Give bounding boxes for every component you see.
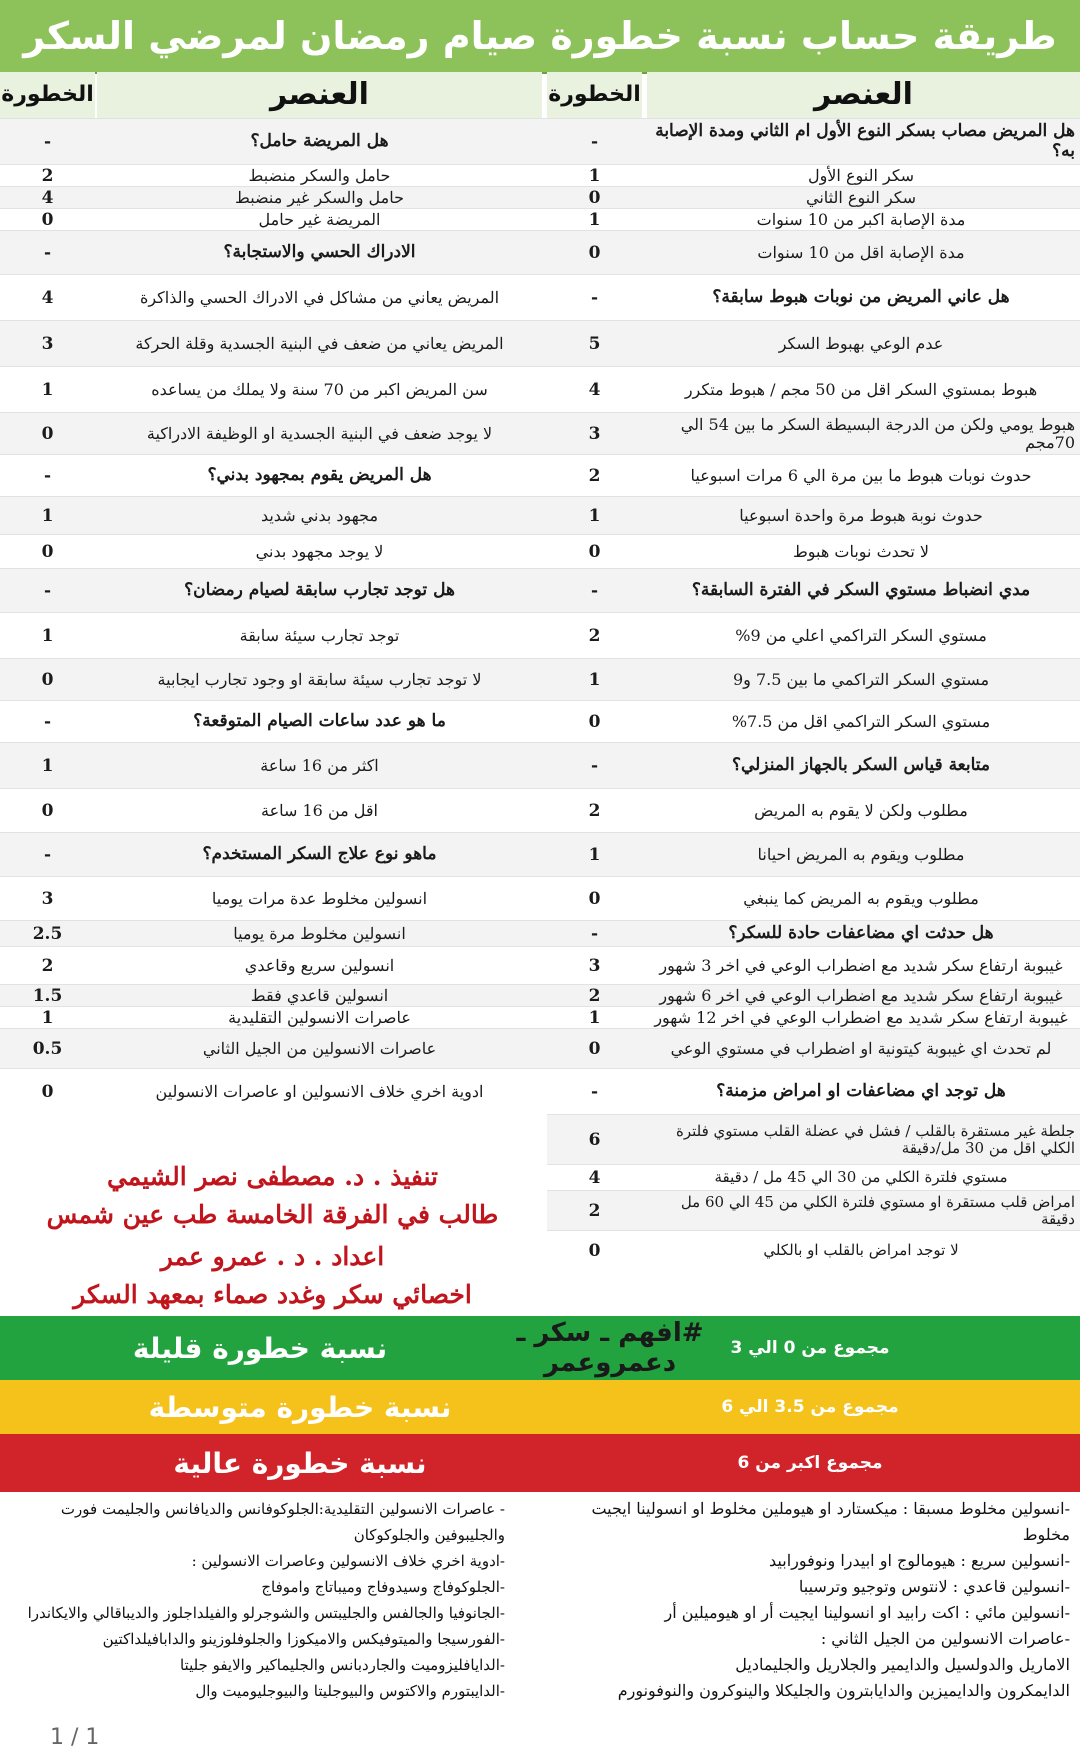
header-risk-right: الخطورة (547, 72, 642, 118)
risk-value-right (547, 659, 642, 701)
element-right (647, 413, 1075, 455)
element-left-text: انسولين مخلوط عدة مرات يوميا (211, 888, 428, 908)
element-right (647, 985, 1075, 1007)
risk-value-left-text: 0 (41, 542, 54, 562)
risk-value-left-text: 3 (41, 889, 54, 909)
table-row (0, 788, 1080, 833)
risk-value-right (547, 1191, 642, 1231)
risk-value-left (0, 497, 95, 535)
element-left-text: لا يوجد مجهود بدني (255, 541, 384, 561)
risk-value-left (0, 165, 95, 187)
element-right-text: مدة الإصابة اكبر من 10 سنوات (756, 209, 966, 229)
risk-value-right-text: 0 (588, 1241, 601, 1261)
risk-value-left-text: 1 (41, 626, 54, 646)
element-right (647, 209, 1075, 231)
element-left (97, 789, 542, 833)
note-line: -ادوية اخري خلاف الانسولين وعاصرات الانسولين : (191, 1552, 505, 1570)
element-right (647, 187, 1075, 209)
element-right-text: هبوط يومي ولكن من الدرجة البسيطة السكر ما بين 54 الي 70مجم (680, 414, 1075, 452)
element-left-text: عاصرات الانسولين من الجيل الثاني (202, 1038, 437, 1058)
element-right (647, 455, 1075, 497)
element-left (97, 613, 542, 659)
header-element-right: العنصر (647, 72, 1080, 118)
risk-value-left-text: 0 (41, 210, 54, 230)
page-title: طريقة حساب نسبة خطورة صيام رمضان لمرضي السكر (0, 0, 1080, 74)
risk-value-right-text: 0 (588, 1039, 601, 1059)
table-row (0, 742, 1080, 789)
risk-value-right (547, 367, 642, 413)
element-left-text: المريض يعاني من مشاكل في الادراك الحسي والذاكرة (139, 287, 500, 307)
risk-value-left-text: 3 (41, 334, 54, 354)
element-left (97, 413, 542, 455)
element-left-text: انسولين مخلوط مرة يوميا (233, 923, 406, 943)
risk-value-left-text: 1 (41, 380, 54, 400)
note-line: -الجلوكوفاج وسيدوفاج وميباتاج واموفاج (261, 1578, 505, 1596)
element-right-text: لم تحدث اي غيبوبة كيتونية او اضطراب في مستوي الوعي (670, 1038, 1052, 1058)
element-left-text: مجهود بدني شديد (260, 505, 379, 525)
element-left-text: هل توجد تجارب سابقة لصيام رمضان؟ (184, 580, 455, 601)
note-line: والجليبوفين والجلوكوكان (353, 1526, 505, 1544)
risk-value-left (0, 187, 95, 209)
table-row (0, 208, 1080, 231)
element-right (647, 921, 1075, 947)
risk-value-right (547, 833, 642, 877)
element-left (97, 921, 542, 947)
risk-value-right-text: 4 (588, 1168, 601, 1188)
risk-value-left-text: 0.5 (32, 1039, 63, 1059)
element-right (647, 789, 1075, 833)
element-right (647, 321, 1075, 367)
note-line: -انسولين مائي : اكت رابيد او انسولينا ايجيت أر او هيوميلين أر (664, 1603, 1070, 1622)
risk-value-left (0, 413, 95, 455)
table-row (0, 320, 1080, 367)
table-row (0, 534, 1080, 569)
risk-value-right-text: 2 (588, 466, 601, 486)
page-number: 1 / 1 (50, 1725, 100, 1750)
note-line: - عاصرات الانسولين التقليدية:الجلوكوفانس والديافانس والجليمت فورت (60, 1500, 505, 1518)
risk-value-right (547, 413, 642, 455)
note-line: -الجانوفيا والجالفس والجليبتس والشوجرلو والفيلداجلوز والديباقالي والايكاندرا (27, 1604, 505, 1622)
risk-value-left-text: 0 (41, 1082, 54, 1102)
element-right-text: مدي انضباط مستوي السكر في الفترة السابقة؟ (691, 580, 1031, 601)
element-left (97, 209, 542, 231)
element-left (97, 1007, 542, 1029)
element-left-text: سن المريض اكبر من 70 سنة ولا يملك من يساعده (151, 379, 488, 399)
element-right (647, 1029, 1075, 1069)
band-high (0, 1434, 1080, 1492)
risk-value-left-text: 1.5 (32, 986, 63, 1006)
risk-value-right (547, 789, 642, 833)
element-right (647, 165, 1075, 187)
table-row (547, 1114, 1080, 1165)
element-left-text: ادوية اخري خلاف الانسولين او عاصرات الانسولين (155, 1081, 484, 1101)
element-left-text: عاصرات الانسولين التقليدية (228, 1007, 411, 1027)
risk-value-left-text: 1 (41, 756, 54, 776)
band-medium-label: نسبة خطورة متوسطة (148, 1390, 452, 1424)
table-row (0, 984, 1080, 1007)
element-left-text: اكثر من 16 ساعة (260, 755, 379, 775)
risk-value-right (547, 613, 642, 659)
risk-value-left-text: 4 (41, 188, 54, 208)
element-left (97, 947, 542, 985)
element-right (647, 659, 1075, 701)
risk-value-left-text: 2 (41, 956, 54, 976)
risk-value-left (0, 833, 95, 877)
risk-value-right-text: 1 (588, 670, 601, 690)
risk-value-right (547, 743, 642, 789)
table-row (0, 1006, 1080, 1029)
element-right (647, 613, 1075, 659)
element-left-text: انسولين سريع وقاعدي (244, 955, 395, 975)
risk-value-right-text: 2 (588, 626, 601, 646)
note-line: الاماريل والدولسيل والدايمير والجلاريل والجليماديل (735, 1655, 1070, 1674)
risk-value-right (547, 497, 642, 535)
risk-value-left (0, 921, 95, 947)
risk-value-right (547, 209, 642, 231)
risk-value-right-text: 6 (588, 1130, 601, 1150)
table-row (0, 454, 1080, 497)
risk-value-left (0, 321, 95, 367)
element-right-text: غيبوبة ارتفاع سكر شديد مع اضطراب الوعي في اخر 6 شهور (659, 985, 1063, 1005)
element-right-text: هل عاني المريض من نوبات هبوط سابقة؟ (712, 287, 1010, 308)
risk-value-right-text: 2 (588, 801, 601, 821)
risk-value-left (0, 119, 95, 165)
table-row (0, 920, 1080, 947)
credit-preparer-sub: اخصائي سكر وغدد صماء بمعهد السكر (73, 1280, 472, 1309)
risk-value-left-text: 0 (41, 670, 54, 690)
risk-value-right-text: - (590, 581, 599, 601)
element-right-text: هل المريض مصاب بسكر النوع الأول ام الثاني ومدة الإصابة به؟ (655, 121, 1075, 161)
element-left-text: لا توجد تجارب سيئة سابقة او وجود تجارب ايجابية (157, 669, 482, 689)
risk-value-right-text: - (590, 132, 599, 152)
table-row (0, 118, 1080, 165)
risk-value-right-text: - (590, 288, 599, 308)
element-right-text: غيبوبة ارتفاع سكر شديد مع اضطراب الوعي في اخر 3 شهور (659, 955, 1063, 975)
element-left (97, 569, 542, 613)
table-row (0, 274, 1080, 321)
element-right (647, 367, 1075, 413)
element-right (647, 1191, 1075, 1231)
note-line: الدايمكرون والدايميزين والدايابترون والجليكلا والينوكرون والنوفونورم (617, 1681, 1070, 1700)
table-row (0, 412, 1080, 455)
element-right-text: لا توجد امراض بالقلب او بالكلي (763, 1241, 959, 1260)
element-right-text: جلطة غير مستقرة بالقلب / فشل في عضلة القلب مستوي فلترة الكلي اقل من 30 مل/دقيقة (675, 1121, 1075, 1157)
risk-value-right (547, 877, 642, 921)
element-left (97, 1069, 542, 1115)
risk-value-left-text: - (43, 243, 52, 263)
element-right-text: مدة الإصابة اقل من 10 سنوات (757, 242, 965, 262)
risk-value-left (0, 535, 95, 569)
table-row (0, 612, 1080, 659)
risk-value-right-text: - (590, 1082, 599, 1102)
risk-value-right (547, 1115, 642, 1165)
table-row (0, 700, 1080, 743)
element-right-text: هل توجد اي مضاعفات او امراض مزمنة؟ (716, 1081, 1006, 1102)
element-right-text: غيبوبة ارتفاع سكر شديد مع اضطراب الوعي في اخر 12 شهور (654, 1007, 1068, 1027)
risk-value-right (547, 165, 642, 187)
risk-value-right (547, 701, 642, 743)
band-low (0, 1316, 1080, 1380)
element-left-text: توجد تجارب سيئة سابقة (239, 625, 400, 645)
risk-value-left-text: 2 (41, 166, 54, 186)
band-low-label: نسبة خطورة قليلة (132, 1331, 388, 1365)
risk-value-left (0, 455, 95, 497)
element-right (647, 1069, 1075, 1115)
table-row (547, 1190, 1080, 1231)
risk-value-right-text: 0 (588, 542, 601, 562)
band-low-range: مجموع من 0 الي 3 (730, 1338, 890, 1358)
risk-value-right (547, 535, 642, 569)
element-right-text: حدوث نوبات هبوط ما بين مرة الي 6 مرات اسبوعيا (690, 465, 1032, 485)
risk-value-left (0, 789, 95, 833)
note-line: -انسولين قاعدي : لانتوس وتوجيو وترسيبا (798, 1577, 1070, 1596)
risk-value-left-text: - (43, 466, 52, 486)
element-right-text: مستوي فلترة الكلي من 30 الي 45 مل / دقيقة (714, 1168, 1008, 1187)
risk-value-left-text: 1 (41, 1008, 54, 1028)
risk-value-right-text: 1 (588, 1008, 601, 1028)
element-right (647, 701, 1075, 743)
element-left-text: ماهو نوع علاج السكر المستخدم؟ (202, 844, 437, 865)
risk-value-left (0, 231, 95, 275)
risk-value-right (547, 1231, 642, 1271)
risk-value-right-text: 0 (588, 712, 601, 732)
risk-value-left-text: 4 (41, 288, 54, 308)
risk-value-right-text: 5 (588, 334, 601, 354)
element-right (647, 1165, 1075, 1191)
risk-value-right-text: - (590, 756, 599, 776)
risk-value-left (0, 1007, 95, 1029)
note-line: -انسولين مخلوط مسبقا : ميكستارد او هيوملين مخلوط او انسولينا ايجيت مخلوط (591, 1499, 1070, 1544)
risk-value-right (547, 275, 642, 321)
element-right-text: سكر النوع الثاني (806, 187, 917, 207)
element-right (647, 1007, 1075, 1029)
risk-value-right-text: 1 (588, 166, 601, 186)
risk-value-left-text: 1 (41, 506, 54, 526)
table-row (0, 230, 1080, 275)
header-risk-left: الخطورة (0, 72, 95, 118)
element-left (97, 877, 542, 921)
table-row (0, 568, 1080, 613)
element-right-text: هبوط بمستوي السكر اقل من 50 مجم / هبوط متكرر (684, 379, 1038, 399)
element-left (97, 165, 542, 187)
element-left-text: لا يوجد ضعف في البنية الجسدية او الوظيفة الادراكية (146, 423, 493, 443)
note-line: -عاصرات الانسولين من الجيل الثاني : (820, 1629, 1070, 1648)
table-row (0, 164, 1080, 187)
element-right-text: مستوي السكر التراكمي ما بين 7.5 و9 (732, 669, 990, 689)
element-left (97, 119, 542, 165)
band-medium (0, 1380, 1080, 1434)
element-right-text: لا تحدث نوبات هبوط (792, 541, 930, 561)
element-right (647, 569, 1075, 613)
note-line: -الفورسيجا والميتوفيكس والاميكوزا والجلوفلوزينو والدابافيلداكتين (102, 1630, 505, 1648)
risk-value-left (0, 947, 95, 985)
element-left (97, 231, 542, 275)
risk-value-right-text: 1 (588, 210, 601, 230)
element-right (647, 231, 1075, 275)
element-right (647, 1115, 1075, 1165)
risk-value-left (0, 985, 95, 1007)
element-left (97, 187, 542, 209)
element-right (647, 119, 1075, 165)
risk-value-right (547, 921, 642, 947)
element-right (647, 1231, 1075, 1271)
table-row (0, 1028, 1080, 1069)
notes-right (545, 1496, 1070, 1704)
risk-value-right-text: 0 (588, 243, 601, 263)
credit-implementer-sub: طالب في الفرقة الخامسة طب عين شمس (46, 1200, 499, 1229)
risk-value-right (547, 947, 642, 985)
table-row (0, 186, 1080, 209)
table-row (0, 658, 1080, 701)
risk-value-left (0, 877, 95, 921)
risk-value-right (547, 321, 642, 367)
risk-value-left (0, 275, 95, 321)
notes-left (5, 1496, 505, 1704)
table-row (0, 1068, 1080, 1115)
risk-value-right (547, 231, 642, 275)
element-left-text: حامل والسكر منضبط (248, 165, 391, 185)
element-right (647, 743, 1075, 789)
risk-value-left (0, 1029, 95, 1069)
risk-value-left (0, 569, 95, 613)
element-right-text: مطلوب ويقوم به المريض كما ينبغي (743, 888, 979, 908)
element-left (97, 321, 542, 367)
element-left-text: اقل من 16 ساعة (261, 800, 378, 820)
risk-value-right-text: 2 (588, 986, 601, 1006)
risk-value-right-text: 1 (588, 845, 601, 865)
risk-value-left (0, 743, 95, 789)
credit-implementer: تنفيذ . د. مصطفى نصر الشيمي (106, 1162, 439, 1191)
element-left-text: المريضة غير حامل (258, 209, 381, 229)
element-left-text: ما هو عدد ساعات الصيام المتوقعة؟ (193, 711, 446, 732)
element-left (97, 367, 542, 413)
table-row (0, 496, 1080, 535)
element-right-text: امراض قلب مستقرة او مستوي فلترة الكلي من 45 الي 60 مل دقيقة (680, 1192, 1075, 1228)
risk-value-left-text: - (43, 845, 52, 865)
risk-value-left (0, 209, 95, 231)
element-right (647, 833, 1075, 877)
risk-value-right-text: - (590, 924, 599, 944)
element-right-text: مستوي السكر التراكمي اقل من 7.5% (731, 711, 991, 731)
element-left-text: المريض يعاني من ضعف في البنية الجسدية وقلة الحركة (135, 333, 504, 353)
element-right (647, 497, 1075, 535)
band-medium-range: مجموع من 3.5 الي 6 (721, 1397, 899, 1417)
element-left-text: الادراك الحسي والاستجابة؟ (223, 242, 416, 263)
note-line: -الدايافليزوميت والجاردبانس والجليماكير والايفو جليتا (179, 1656, 505, 1674)
risk-value-left (0, 367, 95, 413)
element-left (97, 743, 542, 789)
risk-value-right (547, 1007, 642, 1029)
risk-value-left (0, 701, 95, 743)
element-left (97, 455, 542, 497)
risk-value-left (0, 1069, 95, 1115)
risk-value-left (0, 613, 95, 659)
element-right-text: مطلوب ويقوم به المريض احيانا (757, 844, 965, 864)
risk-value-right (547, 187, 642, 209)
element-right-text: هل حدثت اي مضاعفات حادة للسكر؟ (728, 923, 994, 944)
element-left-text: هل المريض يقوم بمجهود بدني؟ (207, 465, 432, 486)
element-right-text: مستوي السكر التراكمي اعلي من 9% (735, 625, 987, 645)
table-row (547, 1164, 1080, 1191)
element-left-text: انسولين قاعدي فقط (250, 985, 389, 1005)
risk-value-right (547, 1165, 642, 1191)
note-line: -الدايبتورم والاكتوس والبيوجليتا والبيوجليوميت وال (195, 1682, 505, 1700)
risk-value-left-text: 0 (41, 424, 54, 444)
risk-value-right-text: 4 (588, 380, 601, 400)
table-row (0, 946, 1080, 985)
risk-value-left-text: - (43, 712, 52, 732)
element-left (97, 833, 542, 877)
element-right-text: متابعة قياس السكر بالجهاز المنزلي؟ (731, 755, 991, 776)
risk-value-right-text: 2 (588, 1201, 601, 1221)
element-right (647, 275, 1075, 321)
risk-value-right-text: 3 (588, 424, 601, 444)
element-left (97, 497, 542, 535)
element-right (647, 535, 1075, 569)
table-row (547, 1230, 1080, 1271)
risk-value-right (547, 1069, 642, 1115)
band-high-label: نسبة خطورة عالية (173, 1446, 427, 1480)
element-left-text: حامل والسكر غير منضبط (235, 187, 405, 207)
hashtag: #افهم ـ سكر ـ دعمروعمر (516, 1318, 704, 1378)
risk-value-right (547, 455, 642, 497)
element-left (97, 985, 542, 1007)
risk-value-right-text: 0 (588, 188, 601, 208)
element-left (97, 535, 542, 569)
element-left (97, 659, 542, 701)
risk-value-right (547, 569, 642, 613)
risk-value-left-text: - (43, 132, 52, 152)
table-row (0, 832, 1080, 877)
table-row (0, 876, 1080, 921)
risk-value-right (547, 985, 642, 1007)
element-right-text: سكر النوع الأول (807, 165, 915, 185)
note-line: -انسولين سريع : هيومالوج او ابيدرا ونوفورابيد (769, 1551, 1070, 1570)
risk-value-left (0, 659, 95, 701)
element-left (97, 1029, 542, 1069)
table-row (0, 366, 1080, 413)
risk-value-right (547, 119, 642, 165)
risk-value-right-text: 1 (588, 506, 601, 526)
element-left (97, 275, 542, 321)
credits-block (0, 1160, 545, 1315)
credit-preparer: اعداد . د . عمرو عمر (160, 1242, 385, 1271)
risk-value-right-text: 3 (588, 956, 601, 976)
element-right (647, 877, 1075, 921)
element-right-text: مطلوب ولكن لا يقوم به المريض (754, 800, 968, 820)
header-element-left: العنصر (97, 72, 542, 118)
band-high-range: مجموع اكبر من 6 (737, 1453, 883, 1473)
risk-value-right (547, 1029, 642, 1069)
element-right-text: عدم الوعي بهبوط السكر (778, 333, 944, 353)
risk-value-left-text: - (43, 581, 52, 601)
risk-value-left-text: 2.5 (32, 924, 63, 944)
risk-value-left-text: 0 (41, 801, 54, 821)
element-left-text: هل المريضة حامل؟ (250, 131, 389, 152)
element-left (97, 701, 542, 743)
risk-value-right-text: 0 (588, 889, 601, 909)
element-right-text: حدوث نوبة هبوط مرة واحدة اسبوعيا (739, 505, 983, 525)
element-right (647, 947, 1075, 985)
